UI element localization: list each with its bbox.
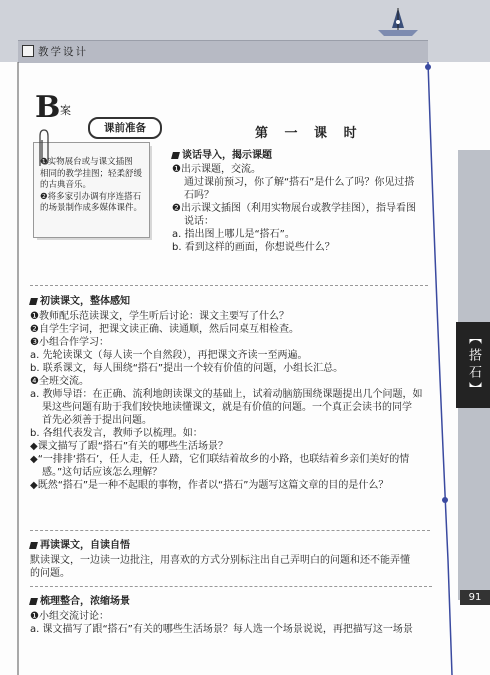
- section-heading-text: 再读课文，自读自悟: [40, 540, 130, 551]
- prep-line: 的古典音乐。: [40, 180, 92, 190]
- text-line: a. 教师导语：在正确、流利地朗读课文的基础上，试着动脑筋围绕课题提出几个问题，如: [30, 389, 423, 400]
- dashed-divider: [30, 586, 432, 587]
- section-3: [30, 536, 410, 580]
- section-heading: [30, 536, 410, 551]
- text-line: ❹全班交流。: [30, 376, 89, 387]
- prep-badge: 课前准备: [88, 117, 162, 139]
- text-line: ❶小组交流讨论：: [30, 611, 109, 622]
- prep-line: 的场景制作成多媒体课件。: [40, 203, 143, 213]
- arrow-marker-icon: [171, 152, 180, 159]
- section-heading-text: 初读课文，整体感知: [40, 296, 130, 307]
- prep-line: ❷将多家引办调有序连搭石: [40, 191, 142, 202]
- text-line: ◆课文描写了跟“搭石”有关的哪些生活场景？: [30, 441, 229, 452]
- section-heading: [30, 292, 423, 307]
- text-line: 的问题。: [30, 568, 70, 579]
- dashed-divider: [30, 285, 428, 286]
- lesson-title: 第 一 课 时: [255, 126, 363, 141]
- section-1: [172, 146, 416, 254]
- paperclip-icon: [36, 128, 50, 170]
- case-label: 案: [60, 104, 71, 117]
- text-line: 说话：: [184, 216, 214, 227]
- section-heading: [30, 592, 413, 607]
- text-line: ◆既然“搭石”是一种不起眼的事物，作者以“搭石”为题写这篇文章的目的是什么？: [30, 480, 389, 491]
- text-line: 通过课前预习，你了解“搭石”是什么了吗？你见过搭: [184, 177, 415, 188]
- text-line: ❸小组合作学习：: [30, 337, 109, 348]
- prep-line: ❶实物展台或与课文插图: [40, 157, 133, 167]
- text-line: 感。”这句话应该怎么理解？: [42, 467, 163, 478]
- section-heading: [172, 146, 416, 161]
- arrow-marker-icon: [29, 298, 38, 305]
- arrow-marker-icon: [29, 598, 38, 605]
- section-4: [30, 592, 413, 636]
- lesson-tab-label: 【搭石】: [456, 322, 490, 408]
- prep-box: [33, 142, 150, 238]
- text-line: b. 联系课文，每人围绕“搭石”提出一个较有价值的问题，小组长汇总。: [30, 363, 344, 374]
- text-line: ❷出示课文插图（利用实物展台或教学挂图），指导看图: [172, 203, 416, 214]
- text-line: ❶出示课题，交流。: [172, 164, 261, 175]
- text-line: ❷自学生字词，把课文读正确、读通顺，然后同桌互相检查。: [30, 324, 299, 335]
- text-line: b. 看到这样的画面，你想说些什么？: [172, 242, 335, 253]
- text-line: b. 各组代表发言，教师予以梳理。如：: [30, 428, 203, 439]
- header-title: 教学设计: [38, 46, 88, 58]
- text-line: a. 指出图上哪儿是“搭石”。: [172, 229, 295, 240]
- page-number: 91: [460, 590, 490, 605]
- text-line: 首先必须善于提出问题。: [42, 415, 152, 426]
- section-2: [30, 292, 423, 492]
- text-line: ◆“一排排‘搭石’，任人走，任人踏，它们联结着故乡的小路，也联结着乡亲们美好的情: [30, 454, 410, 465]
- text-line: 石吗？: [184, 190, 214, 201]
- text-line: a. 课文描写了跟“搭石”有关的哪些生活场景？每人选一个场景说说，再把描写这一场景: [30, 624, 413, 635]
- section-heading-text: 谈话导入，揭示课题: [182, 150, 272, 161]
- text-line: a. 先轮读课文（每人读一个自然段），再把课文齐读一至两遍。: [30, 350, 308, 361]
- section-heading-text: 梳理整合，浓缩场景: [40, 596, 130, 607]
- arrow-marker-icon: [29, 542, 38, 549]
- text-line: 果这些问题有助于我们较快地读懂课文，就是有价值的问题。一个真正会读书的同学: [42, 402, 412, 413]
- text-line: 默读课文，一边读一边批注，用喜欢的方式分别标注出自己弄明白的问题和还不能弄懂: [30, 555, 410, 566]
- case-letter: B: [35, 90, 59, 125]
- text-line: ❶教师配乐范读课文，学生听后讨论：课文主要写了什么？: [30, 311, 289, 322]
- prep-line: 相同的教学挂图；轻柔舒缓: [40, 168, 143, 179]
- dashed-divider: [30, 530, 430, 531]
